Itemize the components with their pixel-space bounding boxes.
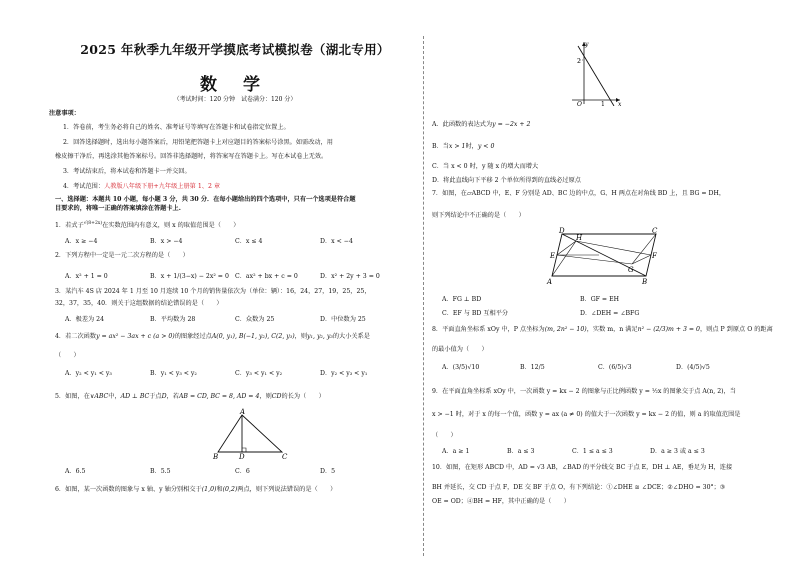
q1-option-d: D．x < −4 [320,238,353,245]
q4-stem-b: 的图象经过点 [174,333,212,340]
q1-radical: √(8+2x) [83,221,103,226]
q4-function: y = ax² − 3ax + c (a > 0) [96,333,175,340]
q6-graph-figure [570,38,630,106]
q3-line-1: 3．某汽车 4S 店 2024 年 1 月至 10 月连续 10 个月的销售量依次为（单位：辆）：16，24，27，19，25，25， [55,288,371,295]
q5-label-a: A [240,408,246,416]
q5-option-c: C．6 [235,468,250,475]
q4-option-c: C．y₃ < y₁ < y₂ [235,370,283,377]
q8-stem [432,326,773,334]
q1-stem-a: 1．若式子 [55,222,84,230]
q4-option-d: D．y₂ < y₃ < y₁ [320,370,368,377]
q1-option-a: A．x ≥ −4 [65,238,98,245]
q7-stem: 7．如图，在▱ABCD 中，E、F 分别是 AD、BC 边的中点，G、H 两点在对角线 BD 上，且 BG = DH， [432,190,726,197]
q7-label-g: G [628,266,634,274]
q7-label-d: D [559,227,565,235]
q6-point-2: (0,2) [222,486,238,493]
q1-stem [55,220,239,230]
q2-option-c: C．ax² + bx + c = 0 [235,273,298,280]
q7-label-a: A [547,278,553,286]
q5-stem-c: 于点 [149,393,162,400]
q6-option-b-text-a: B．当 [432,143,449,150]
notice-heading: 注意事项： [49,110,80,117]
q2-option-a: A．x² + 1 = 0 [65,273,108,280]
q5-stem-d: ，若 [166,393,179,400]
q2-option-b: B．x + 1/(3−x) − 2x² = 0 [150,273,229,280]
q7-label-c: C [652,227,658,235]
q6-option-a [432,121,530,129]
q5-triangle: ∨ABC [89,393,109,400]
q9-option-c: C．1 ≤ a ≤ 3 [572,448,613,455]
q3-option-a: A．极差为 24 [65,316,105,323]
q5-stem [55,393,325,401]
q3-option-c: C．众数为 25 [235,316,275,323]
q10-line-2: BH 并延长，交 CD 于点 F，DE 交 BF 于点 O，有下列结论：①∠DHE ≅ ∠DCE；②∠DHO = 30°；③ [432,484,726,491]
q5-foot: D [161,393,167,400]
q6-axis-x: x [618,101,622,106]
q4-stem-c: ，则 [294,333,308,340]
q9-paren: （ ） [432,432,457,439]
q8-option-b: B．12/5 [520,364,545,371]
q9-option-d: D．a ≥ 3 或 a ≤ 3 [650,448,705,455]
section-1-heading: 一、选择题：本题共 10 小题，每小题 3 分，共 30 分．在每小题给出的四个选项中，只有一个选项是符合题 [55,196,356,203]
q5-label-b: B [213,453,219,460]
q7-stem-cont: 则下列结论中不正确的是（ ） [432,212,525,219]
left-column [49,0,415,566]
exam-meta: （考试时间：120 分钟 试卷满分：120 分） [173,96,297,103]
q1-stem-b: 在实数范围内有意义，则 x 的取值范围是（ ） [102,222,240,230]
q7-option-c: C．EF 与 BD 互相平分 [442,310,509,317]
q7-option-a: A．FG ⊥ BD [442,296,482,303]
section-1-heading-cont: 目要求的，将唯一正确的答案填涂在答题卡上. [55,205,181,212]
q8-stem-cont: 的最小值为（ ） [432,346,488,353]
q8-option-c: C．(6/5)√3 [598,364,632,371]
q6-stem [55,486,336,494]
notice-1: 1．答卷前，考生务必将自己的姓名、准考证号等填写在答题卡和试卷指定位置上。 [63,124,290,131]
q10-line-3: OE = OD；④BH = HF，其中正确的是（ ） [432,498,570,505]
q10-line-1: 10．如图，在矩形 ABCD 中，AD = √3 AB，∠BAD 的平分线交 BC 于点 E，DH ⊥ AE，垂足为 H，连接 [432,464,733,471]
q5-label-d: D [239,453,245,460]
q4-stem-d: 的大小关系是 [332,333,370,340]
q6-axis-y: y [585,41,589,48]
q7-label-h: H [576,234,583,242]
q6-option-a-formula: y = −2x + 2 [492,121,531,128]
q6-point-1: (1,0) [201,486,217,493]
q6-option-b-text-b: 时， [465,143,478,150]
right-column [432,0,777,566]
exam-title: 2025 年秋季九年级开学摸底考试模拟卷（湖北专用） [80,42,390,57]
q6-option-b-cond: x > 1 [448,143,466,150]
q5-stem-b: 中， [108,393,121,400]
q5-option-d: D．5 [320,468,336,475]
q4-option-b: B．y₁ < y₃ < y₂ [150,370,197,377]
q4-stem [55,333,370,341]
q5-option-b: B．5.5 [150,468,171,475]
q8-stem-b: ，实数 m，n 满足 [586,326,638,333]
notice-3: 3．考试结束后，将本试卷和答题卡一并交回。 [63,168,191,175]
q5-segment: CD [271,393,282,400]
q6-origin: O [577,101,582,106]
q5-cond-1: AD ⊥ BC [120,393,150,400]
q8-p-coord: (m, 2n² − 10) [544,326,587,333]
q6-stem-c: 两点，则下列说法错误的是（ ） [237,486,337,493]
q3-option-b: B．平均数为 28 [150,316,196,323]
q8-stem-a: 8．平面直角坐标系 xOy 中，P 点坐标为 [432,326,545,333]
q1-option-b: B．x > −4 [150,238,183,245]
q9-line-1: 9．在平面直角坐标系 xOy 中，一次函数 y = kx − 2 的图象与正比例函数 y = ½x 的图象交于点 A(n, 2)，当 [432,388,736,395]
q7-label-f: F [652,252,657,260]
q5-triangle-figure [210,408,290,460]
q6-label-1: 1 [601,101,605,106]
q5-stem-f: 的长为（ ） [281,393,325,400]
q6-option-b [432,143,494,151]
q8-condition: n² − (2/3)m + 3 = 0 [637,326,700,333]
notice-4 [63,183,220,191]
subject-heading: 数 学 [200,75,270,95]
notice-4-prefix: 4．考试范围： [63,183,105,190]
q4-vars: y₁, y₂, y₃ [307,333,333,340]
q6-stem-b: 和 [216,486,223,493]
q4-points: A(0, y₁), B(−1, y₂), C(2, y₃) [211,333,295,340]
q7-label-e: E [550,252,556,260]
column-divider [423,36,424,556]
q7-label-b: B [642,278,648,286]
notice-2: 2．回答选择题时，选出每小题答案后，用铅笔把答题卡上对应题目的答案标号涂黑。如需改动，用 [63,139,333,146]
q7-parallelogram-figure [542,226,662,288]
q8-stem-c: ，则点 P 到原点 O 的距离 [700,326,773,333]
q2-option-d: D．x² + 2y + 3 = 0 [320,273,380,280]
q2-stem: 2．下列方程中一定是一元二次方程的是（ ） [55,252,189,259]
q7-option-b: B．GF = EH [580,296,620,303]
q6-option-c: C．当 x < 0 时，y 随 x 的增大而增大 [432,163,539,170]
q9-line-2: x > −1 时，对于 x 的每一个值，函数 y = ax (a ≠ 0) 的值大于一次函数 y = kx − 2 的值，则 a 的取值范围是 [432,411,741,418]
exam-scope: 人教版八年级下册+九年级上册第 1、2 章 [104,183,221,190]
q7-option-d: D．∠DEH = ∠BFG [580,310,640,317]
notice-2-cont: 橡皮擦干净后，再选涂其他答案标号。回答非选择题时，将答案写在答题卡上。写在本试卷上无效。 [55,153,328,160]
q4-paren: （ ） [55,352,80,359]
q5-label-c: C [282,453,288,460]
q3-option-d: D．中位数为 25 [320,316,366,323]
q5-stem-a: 5．如图，在 [55,393,90,400]
q5-option-a: A．6.5 [65,468,86,475]
q3-line-2: 32，37，35，40．则关于这组数据的结论错误的是（ ） [55,300,223,307]
q6-option-d: D．将此直线向下平移 2 个单位所得到的直线必过原点 [432,177,581,184]
q8-option-d: D．(4/5)√5 [676,364,710,371]
q9-option-a: A．a ≥ 1 [442,448,470,455]
q9-option-b: B．a ≤ 3 [507,448,535,455]
q6-stem-a: 6．如图，某一次函数的图象与 x 轴、y 轴分别相交于 [55,486,202,493]
q4-stem-a: 4．若二次函数 [55,333,97,340]
q5-stem-e: ，则 [259,393,272,400]
q8-option-a: A．(3/5)√10 [442,364,480,371]
q6-option-b-result: y < 0 [477,143,495,150]
q6-option-a-text: A．此函数的表达式为 [432,121,493,128]
q1-option-c: C．x ≤ 4 [235,238,263,245]
q5-cond-2: AB = CD, BC = 8, AD = 4 [178,393,260,400]
q4-option-a: A．y₂ < y₁ < y₃ [65,370,112,377]
q6-label-2: 2 [577,58,581,65]
